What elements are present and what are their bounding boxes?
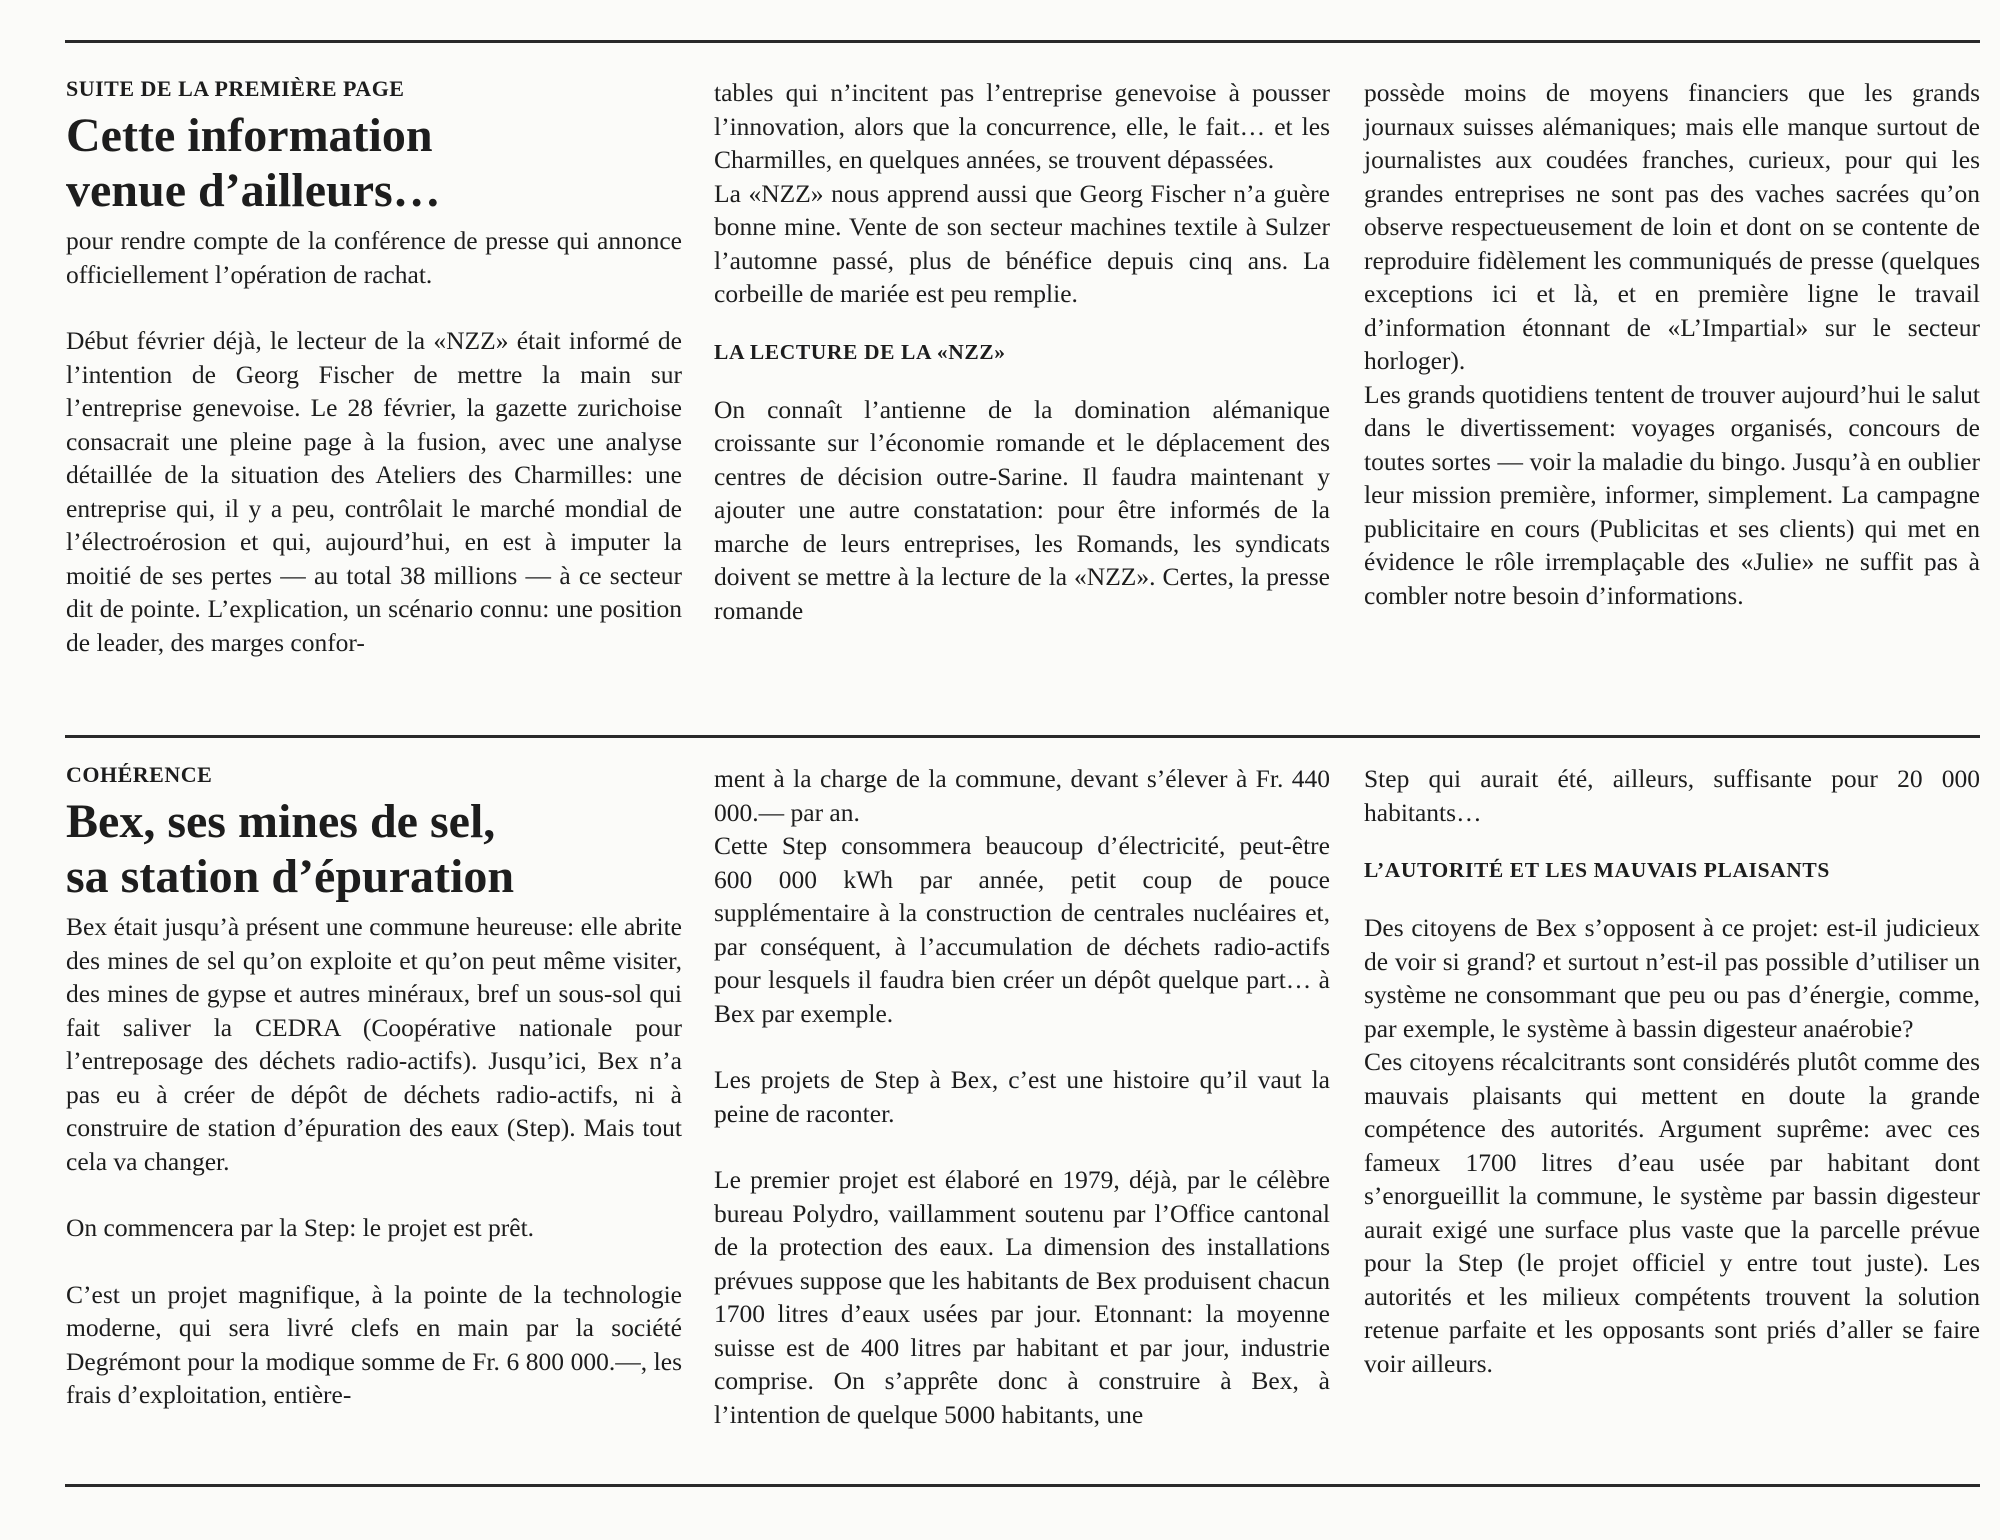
article2-paragraph: Le premier projet est élaboré en 1979, déjà, par le célèbre bureau Polydro, vaillamment soutenu par l’Office cantonal de la protection des eaux. La dimension des installations prévues suppose que les habitants de Bex produisent chacun 1700 litres d’eaux usées par jour. Etonnant: la moyenne suisse est de 400 litres par habitant et par jour, industrie comprise. On s’apprête donc à construire à Bex, à l’intention de quelque 5000 habitants, une xyxy=(714,1165,1330,1429)
article2-title xyxy=(66,794,682,904)
article1-paragraph: tables qui n’incitent pas l’entreprise genevoise à pousser l’innovation, alors que la concurrence, elle, le fait… et les Charmilles, en quelques années, se trouvent dépassées. xyxy=(714,78,1330,174)
article2-column-3 xyxy=(1364,762,1980,1380)
article2-paragraph: C’est un projet magnifique, à la pointe de la technologie moderne, qui sera livré clefs en main par la société Degrémont pour la modique somme de Fr. 6 800 000.—, les frais d’exploitation, entière- xyxy=(66,1279,682,1409)
article1-paragraph: Début février déjà, le lecteur de la «NZZ» était informé de l’intention de Georg Fischer de mettre la main sur l’entreprise genevoise. Le 28 février, la gazette zurichoise consacrait une pleine page à la fusion, avec une analyse détaillée de la situation des Ateliers des Charmilles: une entreprise qui, il y a peu, contrôlait le marché mondial de l’électroérosion et qui, aujourd’hui, en est à imputer la moitié de ses pertes — au total 38 millions — à ce secteur dit de pointe. L’explication, un scénario connu: une position de leader, des marges confor- xyxy=(66,326,682,657)
article2-paragraph: Cette Step consommera beaucoup d’électricité, peut-être 600 000 kWh par année, petit coup de pouce supplémentaire à la construction de centrales nucléaires et, par conséquent, à l’accumulation de déchets radio-actifs pour lesquels il faudra bien créer un dépôt quelque part… à Bex par exemple. xyxy=(714,831,1330,1028)
article2-paragraph: On commencera par la Step: le projet est prêt. xyxy=(66,1213,535,1242)
article1-paragraph: Les grands quotidiens tentent de trouver aujourd’hui le salut dans le divertissement: voyages organisés, concours de toutes sortes — voir la maladie du bingo. Jusqu’à en oublier leur mission première, informer, simplement. La campagne publicitaire en cours (Publicitas et ses clients) qui met en évidence le rôle irremplaçable des «Julie» ne suffit pas à combler notre besoin d’informations. xyxy=(1364,379,1980,610)
article1-column-1 xyxy=(66,76,682,659)
article1-title-line2: venue d’ailleurs… xyxy=(66,164,441,217)
article2-paragraph: Ces citoyens récalcitrants sont considérés plutôt comme des mauvais plaisants qui mettent en doute la grande compétence des autorités. Argument suprême: avec ces fameux 1700 litres d’eau usée par habitant dont s’enorgueillit la commune, le système par bassin digesteur aurait exigé une surface plus vaste que la parcelle prévue pour la Step (le projet officiel y entre tout juste). Les autorités et les milieux compétents trouvent la solution retenue parfaite et les opposants sont priés d’aller se faire voir ailleurs. xyxy=(1364,1047,1980,1378)
article1-paragraph: possède moins de moyens financiers que les grands journaux suisses alémaniques; mais elle manque surtout de journalistes aux coudées franches, curieux, pour qui les grandes entreprises ne sont pas des vaches sacrées qu’on observe respectueusement de loin et dont on se contente de reproduire fidèlement les communiqués de presse (quelques exceptions ici et là, et en première ligne le travail d’information étonnant de «L’Impartial» sur le secteur horloger). xyxy=(1364,78,1980,375)
article1-title xyxy=(66,108,682,218)
bottom-rule xyxy=(65,1484,1980,1487)
article1-kicker: SUITE DE LA PREMIÈRE PAGE xyxy=(66,76,405,101)
article2-column-2 xyxy=(714,762,1330,1431)
article2-subhead: L’AUTORITÉ ET LES MAUVAIS PLAISANTS xyxy=(1364,858,1830,882)
article1-column-2 xyxy=(714,76,1330,627)
article2-kicker: COHÉRENCE xyxy=(66,762,213,787)
article1-column-3 xyxy=(1364,76,1980,612)
article2-paragraph: Bex était jusqu’à présent une commune heureuse: elle abrite des mines de sel qu’on exploite et qu’on peut même visiter, des mines de gypse et autres minéraux, bref un sous-sol qui fait saliver la CEDRA (Coopérative nationale pour l’entreposage des déchets radio-actifs). Jusqu’ici, Bex n’a pas eu à créer de dépôt de déchets radio-actifs, ni à construire de station d’épuration des eaux (Step). Mais tout cela va changer. xyxy=(66,912,682,1176)
article2-title-line2: sa station d’épuration xyxy=(66,850,515,903)
article1-subhead: LA LECTURE DE LA «NZZ» xyxy=(714,339,1006,364)
article2-title-line1: Bex, ses mines de sel, xyxy=(66,795,496,848)
article2-column-1 xyxy=(66,762,682,1412)
article2-paragraph: Les projets de Step à Bex, c’est une histoire qu’il vaut la peine de raconter. xyxy=(714,1065,1330,1128)
article1-paragraph: pour rendre compte de la conférence de presse qui annonce officiellement l’opération de rachat. xyxy=(66,226,682,289)
article1-paragraph: La «NZZ» nous apprend aussi que Georg Fischer n’a guère bonne mine. Vente de son secteur machines textile à Sulzer l’automne passé, plus de bénéfice depuis cinq ans. La corbeille de mariée est peu remplie. xyxy=(714,178,1330,308)
article1-paragraph: On connaît l’antienne de la domination alémanique croissante sur l’économie romande et le déplacement des centres de décision outre-Sarine. Il faudra maintenant y ajouter une autre constatation: pour être informés de la marche de leurs entreprises, les Romands, les syndicats doivent se mettre à la lecture de la «NZZ». Certes, la presse romande xyxy=(714,394,1330,625)
article2-paragraph: Des citoyens de Bex s’opposent à ce projet: est-il judicieux de voir si grand? et surtout n’est-il pas possible d’utiliser un système ne consommant que peu ou pas d’énergie, comme, par exemple, le système à bassin digesteur anaérobie? xyxy=(1364,913,1980,1043)
article2-paragraph: Step qui aurait été, ailleurs, suffisante pour 20 000 habitants… xyxy=(1364,764,1980,827)
middle-rule xyxy=(65,735,1980,738)
top-rule xyxy=(65,40,1980,43)
article2-paragraph: ment à la charge de la commune, devant s’élever à Fr. 440 000.— par an. xyxy=(714,764,1330,827)
article1-title-line1: Cette information xyxy=(66,109,433,162)
